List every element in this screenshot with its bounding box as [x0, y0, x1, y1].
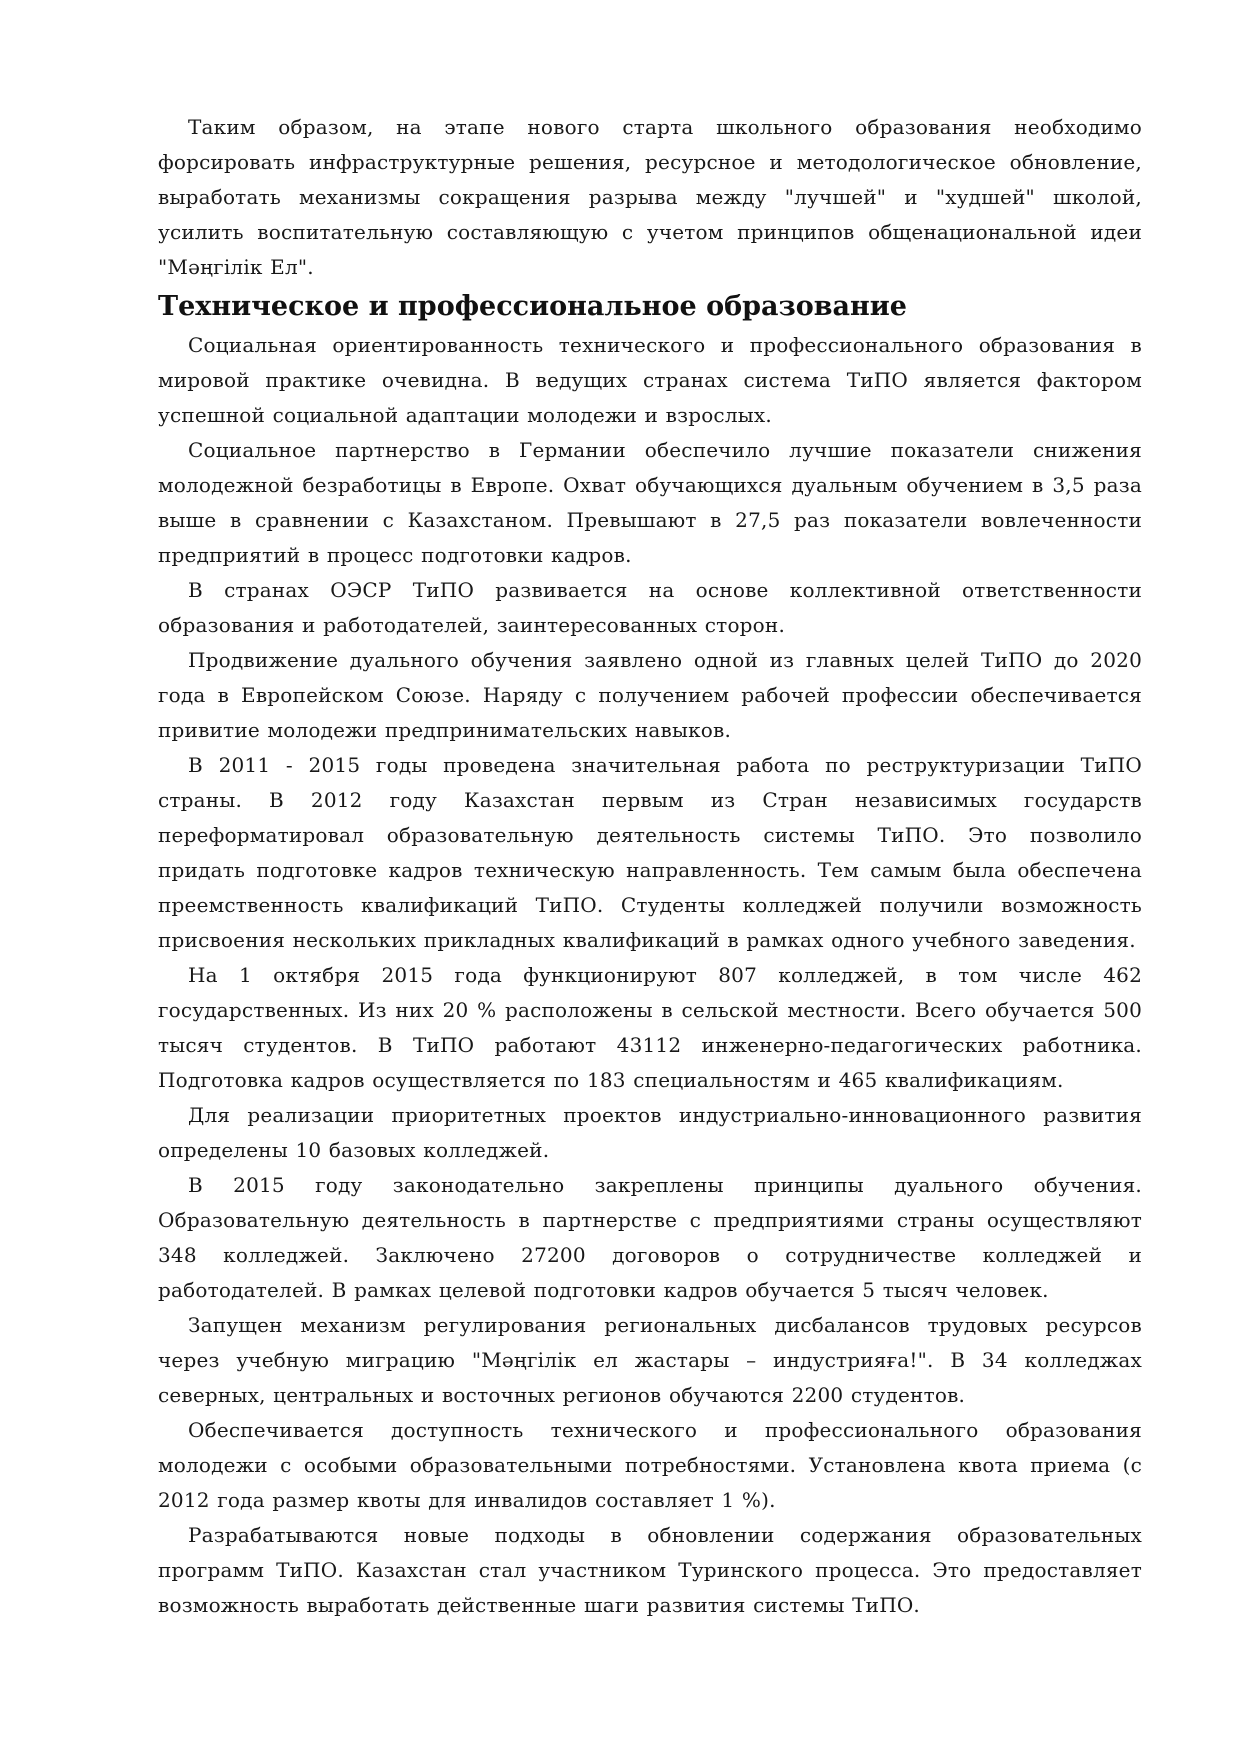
section-heading: Техническое и профессиональное образование [158, 291, 907, 322]
paragraph-oecd: В странах ОЭСР ТиПО развивается на основе коллективной ответственности образования и работодателей, заинтересованных сторон. [158, 578, 1142, 637]
paragraph-turin-process: Разрабатываются новые подходы в обновлении содержания образовательных программ ТиПО. Казахстан стал участником Туринского процесса. Это предоставляет возможность выработать действенные шаги развития системы ТиПО. [158, 1523, 1142, 1617]
paragraph-social-orientation: Социальная ориентированность технического и профессионального образования в мировой практике очевидна. В ведущих странах система ТиПО является фактором успешной социальной адаптации молодежи и взрослых. [158, 333, 1142, 427]
paragraph-special-needs-access: Обеспечивается доступность технического и профессионального образования молодежи с особыми образовательными потребностями. Установлена квота приема (с 2012 года размер квоты для инвалидов составляет 1 %). [158, 1418, 1142, 1512]
paragraph-labor-migration: Запущен механизм регулирования региональных дисбалансов трудовых ресурсов через учебную миграцию "Мәңгілік ел жастары – индустрияға!". В 34 колледжах северных, центральных и восточных регионов обучаются 2200 студентов. [158, 1313, 1142, 1407]
paragraph-dual-education-law-2015: В 2015 году законодательно закреплены принципы дуального обучения. Образовательную деятельность в партнерстве с предприятиями страны осуществляют 348 колледжей. Заключено 27200 договоров о сотрудничестве колледжей и работодателей. В рамках целевой подготовки кадров обучается 5 тысяч человек. [158, 1173, 1142, 1302]
paragraph-germany-partnership: Социальное партнерство в Германии обеспечило лучшие показатели снижения молодежной безработицы в Европе. Охват обучающихся дуальным обучением в 3,5 раза выше в сравнении с Казахстаном. Превышают в 27,5 раз показатели вовлеченности предприятий в процесс подготовки кадров. [158, 438, 1142, 567]
paragraph-base-colleges: Для реализации приоритетных проектов индустриально-инновационного развития определены 10 базовых колледжей. [158, 1103, 1142, 1162]
paragraph-restructuring-2011-2015: В 2011 - 2015 годы проведена значительная работа по реструктуризации ТиПО страны. В 2012 году Казахстан первым из Стран независимых государств переформатировал образовательную деятельность системы ТиПО. Это позволило придать подготовке кадров техническую направленность. Тем самым была обеспечена преемственность квалификаций ТиПО. Студенты колледжей получили возможность присвоения нескольких прикладных квалификаций в рамках одного учебного заведения. [158, 753, 1142, 952]
paragraph-intro: Таким образом, на этапе нового старта школьного образования необходимо форсировать инфраструктурные решения, ресурсное и методологическое обновление, выработать механизмы сокращения разрыва между "лучшей" и "худшей" школой, усилить воспитательную составляющую с учетом принципов общенациональной идеи "Мәңгілік Ел". [158, 115, 1142, 279]
paragraph-dual-education-eu: Продвижение дуального обучения заявлено одной из главных целей ТиПО до 2020 года в Европейском Союзе. Наряду с получением рабочей профессии обеспечивается привитие молодежи предпринимательских навыков. [158, 648, 1142, 742]
paragraph-colleges-statistics: На 1 октября 2015 года функционируют 807 колледжей, в том числе 462 государственных. Из них 20 % расположены в сельской местности. Всего обучается 500 тысяч студентов. В ТиПО работают 43112 инженерно-педагогических работника. Подготовка кадров осуществляется по 183 специальностям и 465 квалификациям. [158, 963, 1142, 1092]
